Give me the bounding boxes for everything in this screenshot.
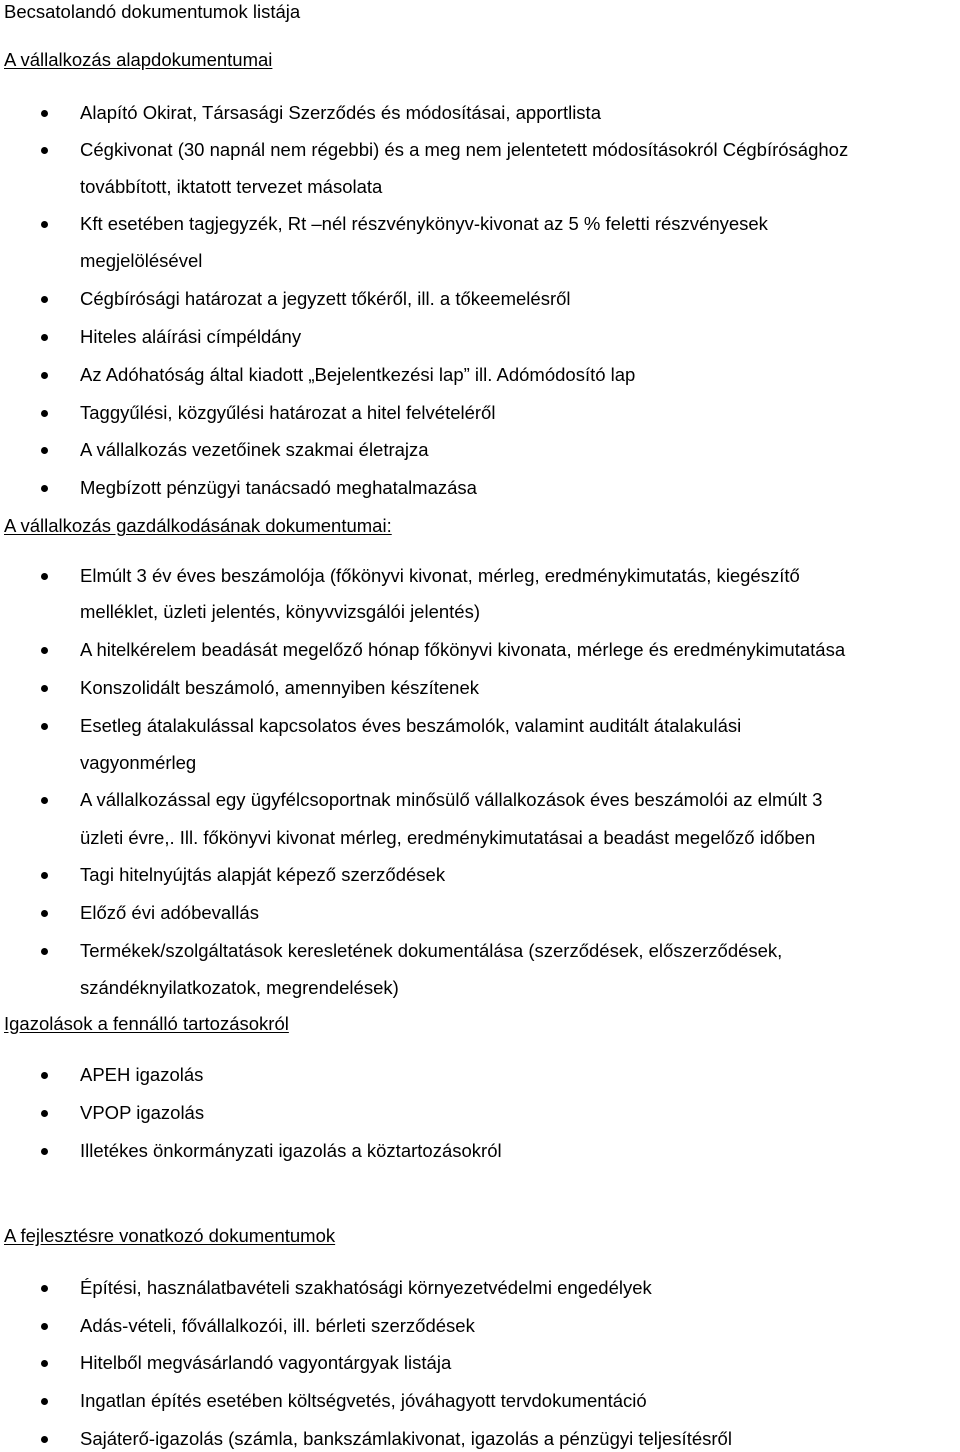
list-item: Hitelből megvásárlandó vagyontárgyak listája: [80, 1352, 452, 1373]
bullet-icon: [41, 221, 48, 228]
list-item: Alapító Okirat, Társasági Szerződés és módosításai, apportlista: [80, 102, 601, 123]
section-heading: A vállalkozás gazdálkodásának dokumentumai:: [4, 515, 392, 536]
list-item: A vállalkozás vezetőinek szakmai életrajza: [80, 439, 429, 460]
list-item: Kft esetében tagjegyzék, Rt –nél részvénykönyv-kivonat az 5 % feletti részvényesek: [80, 213, 768, 234]
section-heading: A fejlesztésre vonatkozó dokumentumok: [4, 1225, 336, 1246]
list-item: Cégkivonat (30 napnál nem régebbi) és a meg nem jelentetett módosításokról Cégbírósághoz: [80, 139, 849, 160]
bullet-icon: [41, 372, 48, 379]
bullet-icon: [41, 147, 48, 154]
section-heading: Igazolások a fennálló tartozásokról: [4, 1013, 289, 1034]
page-title: Becsatolandó dokumentumok listája: [4, 1, 301, 22]
list-item: melléklet, üzleti jelentés, könyvvizsgálói jelentés): [80, 601, 480, 622]
list-item: Megbízott pénzügyi tanácsadó meghatalmazása: [80, 477, 477, 498]
bullet-icon: [41, 647, 48, 654]
list-item: Elmúlt 3 év éves beszámolója (főkönyvi kivonat, mérleg, eredménykimutatás, kiegészítő: [80, 565, 800, 586]
list-item: továbbított, iktatott tervezet másolata: [80, 176, 383, 197]
bullet-icon: [41, 948, 48, 955]
list-item: Tagi hitelnyújtás alapját képező szerződések: [80, 864, 446, 885]
list-item: Az Adóhatóság által kiadott „Bejelentkezési lap” ill. Adómódosító lap: [80, 364, 636, 385]
list-item: Előző évi adóbevallás: [80, 902, 259, 923]
list-item: APEH igazolás: [80, 1064, 204, 1085]
list-item: Esetleg átalakulással kapcsolatos éves beszámolók, valamint auditált átalakulási: [80, 715, 742, 736]
list-item: A hitelkérelem beadását megelőző hónap főkönyvi kivonata, mérlege és eredménykimutatása: [80, 639, 846, 660]
list-item: Sajáterő-igazolás (számla, bankszámlakivonat, igazolás a pénzügyi teljesítésről: [80, 1428, 732, 1449]
bullet-icon: [41, 797, 48, 804]
bullet-icon: [41, 910, 48, 917]
list-item: Építési, használatbavételi szakhatósági környezetvédelmi engedélyek: [80, 1277, 652, 1298]
bullet-icon: [41, 410, 48, 417]
bullet-icon: [41, 1323, 48, 1330]
bullet-icon: [41, 1148, 48, 1155]
list-item: Cégbírósági határozat a jegyzett tőkéről, ill. a tőkeemelésről: [80, 288, 571, 309]
bullet-icon: [41, 1285, 48, 1292]
bullet-icon: [41, 447, 48, 454]
bullet-icon: [41, 723, 48, 730]
bullet-icon: [41, 1110, 48, 1117]
bullet-icon: [41, 334, 48, 341]
bullet-icon: [41, 872, 48, 879]
list-item: Adás-vételi, fővállalkozói, ill. bérleti szerződések: [80, 1315, 475, 1336]
bullet-icon: [41, 296, 48, 303]
list-item: A vállalkozással egy ügyfélcsoportnak minősülő vállalkozások éves beszámolói az elmúlt 3: [80, 789, 823, 810]
bullet-icon: [41, 485, 48, 492]
bullet-icon: [41, 1072, 48, 1079]
list-item: üzleti évre,. Ill. főkönyvi kivonat mérleg, eredménykimutatásai a beadást megelőző időben: [80, 827, 816, 848]
list-item: vagyonmérleg: [80, 752, 197, 773]
bullet-icon: [41, 1360, 48, 1367]
bullet-icon: [41, 1436, 48, 1443]
list-item: Termékek/szolgáltatások keresletének dokumentálása (szerződések, előszerződések,: [80, 940, 783, 961]
list-item: VPOP igazolás: [80, 1102, 205, 1123]
bullet-icon: [41, 685, 48, 692]
list-item: Konszolidált beszámoló, amennyiben készítenek: [80, 677, 480, 698]
list-item: Ingatlan építés esetében költségvetés, jóváhagyott tervdokumentáció: [80, 1390, 647, 1411]
list-item: Hiteles aláírási címpéldány: [80, 326, 302, 347]
bullet-icon: [41, 573, 48, 580]
list-item: megjelölésével: [80, 250, 203, 271]
list-item: Illetékes önkormányzati igazolás a köztartozásokról: [80, 1140, 502, 1161]
bullet-icon: [41, 110, 48, 117]
list-item: szándéknyilatkozatok, megrendelések): [80, 977, 399, 998]
section-heading: A vállalkozás alapdokumentumai: [4, 49, 273, 70]
list-item: Taggyűlési, közgyűlési határozat a hitel felvételéről: [80, 402, 496, 423]
bullet-icon: [41, 1398, 48, 1405]
